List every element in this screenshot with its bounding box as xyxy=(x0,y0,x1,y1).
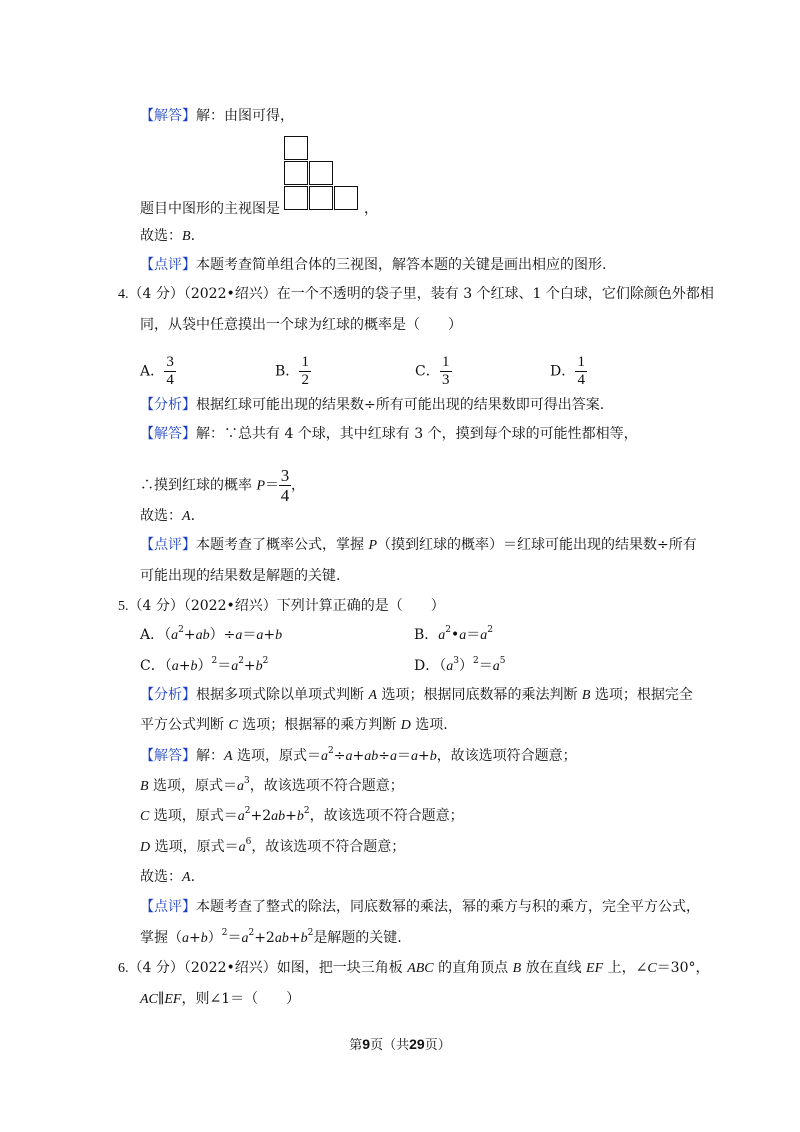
q4-comment-line2: 可能出现的结果数是解题的关键. xyxy=(140,568,341,584)
fraction: $\frac{1}{4}$ xyxy=(575,354,587,389)
q3-figure-caption: 题目中图形的主视图是 xyxy=(140,201,280,217)
q4-stem-line1: 4.（4 分）（2022•绍兴）在一个不透明的袋子里，装有 3 个红球、1 个白球，它们除颜色外都相 xyxy=(118,286,714,302)
q5-answer-line1: 【解答】解：A 选项，原式$=a^2\div a+ab\div a=a+b$，故该选项符合题意； xyxy=(140,746,577,764)
figure-cell xyxy=(309,186,333,210)
q4-option-d: D． $\frac{1}{4}$ xyxy=(550,354,587,389)
q4-choice: 故选：A. xyxy=(140,508,196,524)
q5-choice: 故选：A. xyxy=(140,869,196,885)
q3-answer-line: 【解答】解：由图可得， xyxy=(140,108,294,124)
q4-comment-line1: 【点评】本题考查了概率公式，掌握 P（摸到红球的概率）＝红球可能出现的结果数÷所有 xyxy=(140,537,697,553)
fraction: $\frac{3}{4}$ xyxy=(164,354,176,389)
q4-stem-line2: 同，从袋中任意摸出一个球为红球的概率是（ ） xyxy=(140,317,462,333)
figure-cell xyxy=(334,186,358,210)
q5-answer-line4: D 选项，原式$=a^6$，故该选项不符合题意； xyxy=(140,837,406,855)
figure-cell xyxy=(284,161,308,185)
q5-comment-line1: 【点评】本题考查了整式的除法，同底数幂的乘法，幂的乘方与积的乘方，完全平方公式， xyxy=(140,899,700,915)
answer-tag: 【解答】 xyxy=(140,426,196,442)
total-pages: 29 xyxy=(409,1036,425,1052)
figure-cell xyxy=(284,136,308,160)
q3-figure-comma: ， xyxy=(364,201,378,217)
page-number: 9 xyxy=(362,1036,371,1052)
q4-answer-line1: 【解答】解：∵总共有 4 个球，其中红球有 3 个，摸到每个球的可能性都相等， xyxy=(140,426,638,442)
q5-analysis-line2: 平方公式判断 C 选项；根据幂的乘方判断 D 选项. xyxy=(140,717,448,733)
front-view-figure xyxy=(284,136,362,212)
q5-option-d: D．$(a^3)^2=a^5$ xyxy=(414,656,506,674)
q3-comment: 【点评】本题考查简单组合体的三视图，解答本题的关键是画出相应的图形. xyxy=(140,257,607,273)
comment-tag: 【点评】 xyxy=(140,899,196,915)
q5-analysis-line1: 【分析】根据多项式除以单项式判断 A 选项；根据同底数幂的乘法判断 B 选项；根据完全 xyxy=(140,687,693,703)
q5-comment-line2: 掌握$(a+b)^2=a^2+2ab+b^2$是解题的关键. xyxy=(140,928,402,946)
q5-option-b: B．$a^2•a=a^2$ xyxy=(414,625,494,643)
q4-analysis: 【分析】根据红球可能出现的结果数÷所有可能出现的结果数即可得出答案. xyxy=(140,397,605,413)
q6-stem-line1: 6.（4 分）（2022•绍兴）如图，把一块三角板 ABC 的直角顶点 B 放在直线 EF 上，∠C＝30°， xyxy=(118,960,710,976)
q5-answer-line3: C 选项，原式$=a^2+2ab+b^2$，故该选项不符合题意； xyxy=(140,806,464,824)
q4-option-c: C． $\frac{1}{3}$ xyxy=(415,354,452,389)
q6-stem-line2: AC∥EF，则∠1＝（ ） xyxy=(140,991,301,1007)
q4-answer-line2: ∴摸到红球的概率 P＝ $\frac{3}{4}$ ， xyxy=(140,466,306,505)
q5-option-c: C．$(a+b)^2=a^2+b^2$ xyxy=(140,656,269,674)
page-footer: 第9页（共29页） xyxy=(349,1036,451,1053)
q5-answer-line2: B 选项，原式$=a^3$，故该选项不符合题意； xyxy=(140,776,404,794)
fraction: $\frac{3}{4}$ xyxy=(280,466,290,505)
q3-choice: 故选：B. xyxy=(140,228,196,244)
comment-tag: 【点评】 xyxy=(140,537,196,553)
answer-tag: 【解答】 xyxy=(140,108,196,124)
comment-tag: 【点评】 xyxy=(140,257,196,273)
fraction: $\frac{1}{3}$ xyxy=(440,354,452,389)
q5-stem: 5.（4 分）（2022•绍兴）下列计算正确的是（ ） xyxy=(118,598,445,614)
analysis-tag: 【分析】 xyxy=(140,687,196,703)
figure-cell xyxy=(309,161,333,185)
q4-option-a: A． $\frac{3}{4}$ xyxy=(140,354,176,389)
answer-tag: 【解答】 xyxy=(140,748,196,764)
fraction: $\frac{1}{2}$ xyxy=(299,354,311,389)
q4-option-b: B． $\frac{1}{2}$ xyxy=(275,354,311,389)
analysis-tag: 【分析】 xyxy=(140,397,196,413)
q5-option-a: A．$(a^2+ab)\div a=a+b$ xyxy=(140,625,283,643)
figure-cell xyxy=(284,186,308,210)
